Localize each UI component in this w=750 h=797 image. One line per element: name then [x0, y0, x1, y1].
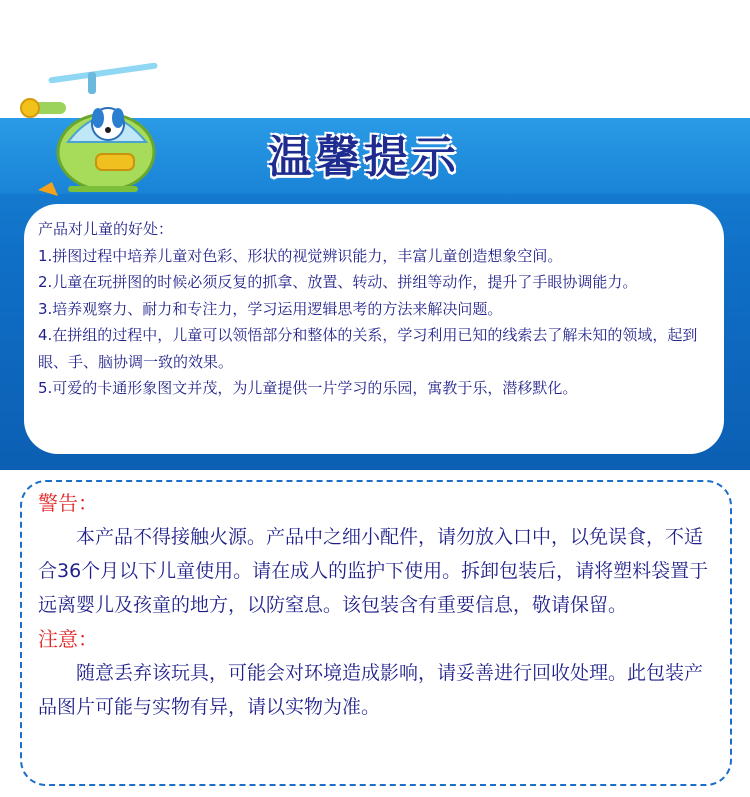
page-title: 温馨提示: [268, 132, 460, 183]
helicopter-toy-illustration: [18, 62, 168, 202]
notice-heading: 注意：: [38, 627, 98, 651]
benefit-item: 4.在拼组的过程中，儿童可以领悟部分和整体的关系，学习利用已知的线索去了解未知的领域，起到眼、手、脑协调一致的效果。: [38, 326, 698, 371]
benefit-item: 5.可爱的卡通形象图文并茂，为儿童提供一片学习的乐园，寓教于乐，潜移默化。: [38, 379, 578, 397]
benefits-card: [24, 204, 724, 454]
warning-text: 本产品不得接触火源。产品中之细小配件，请勿放入口中，以免误食，不适合36个月以下儿童使用。请在成人的监护下使用。拆卸包装后，请将塑料袋置于远离婴儿及孩童的地方，以防窒息。该包装含有重要信息，敬请保留。: [38, 526, 709, 616]
benefit-item: 2.儿童在玩拼图的时候必须反复的抓拿、放置、转动、拼组等动作，提升了手眼协调能力。: [38, 273, 638, 291]
warning-heading: 警告：: [38, 491, 98, 515]
warning-card: [20, 480, 732, 786]
benefit-item: 1.拼图过程中培养儿童对色彩、形状的视觉辨识能力，丰富儿童创造想象空间。: [38, 246, 563, 265]
benefit-item: 3.培养观察力、耐力和专注力，学习运用逻辑思考的方法来解决问题。: [38, 299, 503, 318]
notice-text: 随意丢弃该玩具，可能会对环境造成影响，请妥善进行回收处理。此包装产品图片可能与实物有异，请以实物为准。: [38, 662, 704, 718]
benefits-heading: 产品对儿童的好处：: [38, 220, 174, 238]
